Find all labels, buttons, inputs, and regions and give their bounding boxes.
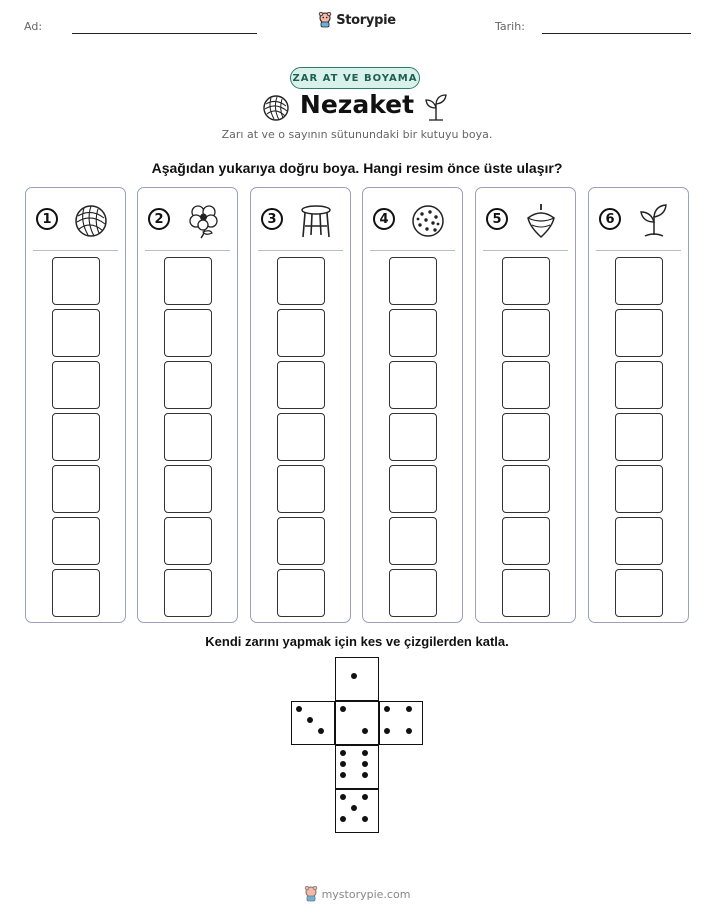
- dice-instruction: Kendi zarını yapmak için kes ve çizgilerden katla.: [205, 634, 509, 649]
- page-title: [0, 90, 714, 119]
- die-face-1: [335, 657, 379, 701]
- color-box[interactable]: [502, 309, 550, 357]
- column-divider: [370, 250, 455, 251]
- column-3: [250, 187, 351, 623]
- color-box[interactable]: [615, 517, 663, 565]
- color-box[interactable]: [389, 465, 437, 513]
- brand-logo: [0, 12, 714, 28]
- die-pip: [384, 728, 390, 734]
- color-box[interactable]: [277, 465, 325, 513]
- activity-badge: [290, 67, 420, 89]
- die-pip: [362, 750, 368, 756]
- color-box[interactable]: [615, 361, 663, 409]
- die-pip: [362, 728, 368, 734]
- color-box[interactable]: [615, 309, 663, 357]
- column-number: 5: [486, 208, 508, 230]
- color-box[interactable]: [502, 257, 550, 305]
- die-face-4: [379, 701, 423, 745]
- column-header: [251, 202, 350, 240]
- column-number: 1: [36, 208, 58, 230]
- die-pip: [318, 728, 324, 734]
- color-box[interactable]: [502, 413, 550, 461]
- column-header: [363, 202, 462, 240]
- footer-url[interactable]: mystorypie.com: [321, 887, 411, 901]
- brand-name: Storypie: [336, 12, 396, 28]
- spinning-top-icon: [522, 202, 560, 240]
- yarn-ball-icon: [262, 94, 290, 122]
- die-pip: [362, 772, 368, 778]
- color-box[interactable]: [277, 517, 325, 565]
- color-box[interactable]: [52, 361, 100, 409]
- column-header: [589, 202, 688, 240]
- column-header: [138, 202, 237, 240]
- color-box[interactable]: [164, 465, 212, 513]
- die-pip: [362, 794, 368, 800]
- sprout-icon: [635, 202, 673, 240]
- footer: [0, 886, 714, 902]
- storypie-mascot-icon: [304, 886, 318, 902]
- die-pip: [340, 761, 346, 767]
- title-text: Nezaket: [299, 90, 415, 119]
- die-pip: [384, 706, 390, 712]
- color-box[interactable]: [164, 257, 212, 305]
- column-header: [26, 202, 125, 240]
- date-line[interactable]: [542, 33, 691, 34]
- color-box[interactable]: [52, 569, 100, 617]
- name-line[interactable]: [72, 33, 257, 34]
- color-box[interactable]: [52, 465, 100, 513]
- color-box[interactable]: [52, 257, 100, 305]
- color-box[interactable]: [389, 309, 437, 357]
- die-pip: [340, 816, 346, 822]
- color-box[interactable]: [389, 361, 437, 409]
- die-pip: [406, 728, 412, 734]
- color-box[interactable]: [389, 517, 437, 565]
- cookie-icon: [409, 202, 447, 240]
- color-box[interactable]: [52, 517, 100, 565]
- die-pip: [340, 750, 346, 756]
- color-box[interactable]: [164, 569, 212, 617]
- die-pip: [351, 673, 357, 679]
- color-box[interactable]: [502, 465, 550, 513]
- die-pip: [340, 706, 346, 712]
- color-box[interactable]: [277, 413, 325, 461]
- column-4: [362, 187, 463, 623]
- die-pip: [340, 772, 346, 778]
- die-face-2: [335, 701, 379, 745]
- color-box[interactable]: [615, 257, 663, 305]
- color-box[interactable]: [164, 517, 212, 565]
- badge-label: ZAR AT VE BOYAMA: [292, 72, 418, 84]
- color-box[interactable]: [277, 569, 325, 617]
- die-pip: [362, 816, 368, 822]
- coloring-instruction: Aşağıdan yukarıya doğru boya. Hangi resim önce üste ulaşır?: [151, 160, 563, 176]
- color-box[interactable]: [52, 413, 100, 461]
- color-box[interactable]: [277, 257, 325, 305]
- color-box[interactable]: [615, 465, 663, 513]
- column-divider: [145, 250, 230, 251]
- column-header: [476, 202, 575, 240]
- die-pip: [296, 706, 302, 712]
- column-divider: [596, 250, 681, 251]
- die-face-5: [335, 789, 379, 833]
- storypie-mascot-icon: [318, 12, 332, 28]
- color-box[interactable]: [277, 309, 325, 357]
- color-box[interactable]: [389, 413, 437, 461]
- color-box[interactable]: [502, 569, 550, 617]
- die-face-3: [291, 701, 335, 745]
- subtitle: Zarı at ve o sayının sütunundaki bir kutuyu boya.: [221, 128, 493, 141]
- column-number: 2: [148, 208, 170, 230]
- column-number: 3: [261, 208, 283, 230]
- color-box[interactable]: [502, 361, 550, 409]
- die-pip: [406, 706, 412, 712]
- column-6: [588, 187, 689, 623]
- column-5: [475, 187, 576, 623]
- color-box[interactable]: [615, 413, 663, 461]
- die-face-6: [335, 745, 379, 789]
- column-number: 4: [373, 208, 395, 230]
- color-box[interactable]: [277, 361, 325, 409]
- stool-icon: [297, 202, 335, 240]
- color-box[interactable]: [52, 309, 100, 357]
- die-pip: [351, 805, 357, 811]
- die-pip: [362, 761, 368, 767]
- name-label: Ad:: [24, 20, 43, 33]
- color-box[interactable]: [164, 361, 212, 409]
- sprout-icon: [423, 92, 449, 122]
- column-divider: [33, 250, 118, 251]
- column-1: [25, 187, 126, 623]
- color-box[interactable]: [502, 517, 550, 565]
- color-box[interactable]: [164, 309, 212, 357]
- column-number: 6: [599, 208, 621, 230]
- color-box[interactable]: [389, 569, 437, 617]
- date-label: Tarih:: [495, 20, 525, 33]
- column-2: [137, 187, 238, 623]
- flower-icon: [184, 202, 222, 240]
- yarn-ball-icon: [72, 202, 110, 240]
- color-box[interactable]: [389, 257, 437, 305]
- die-pip: [307, 717, 313, 723]
- color-box[interactable]: [164, 413, 212, 461]
- die-pip: [340, 794, 346, 800]
- color-box[interactable]: [615, 569, 663, 617]
- column-divider: [258, 250, 343, 251]
- column-divider: [483, 250, 568, 251]
